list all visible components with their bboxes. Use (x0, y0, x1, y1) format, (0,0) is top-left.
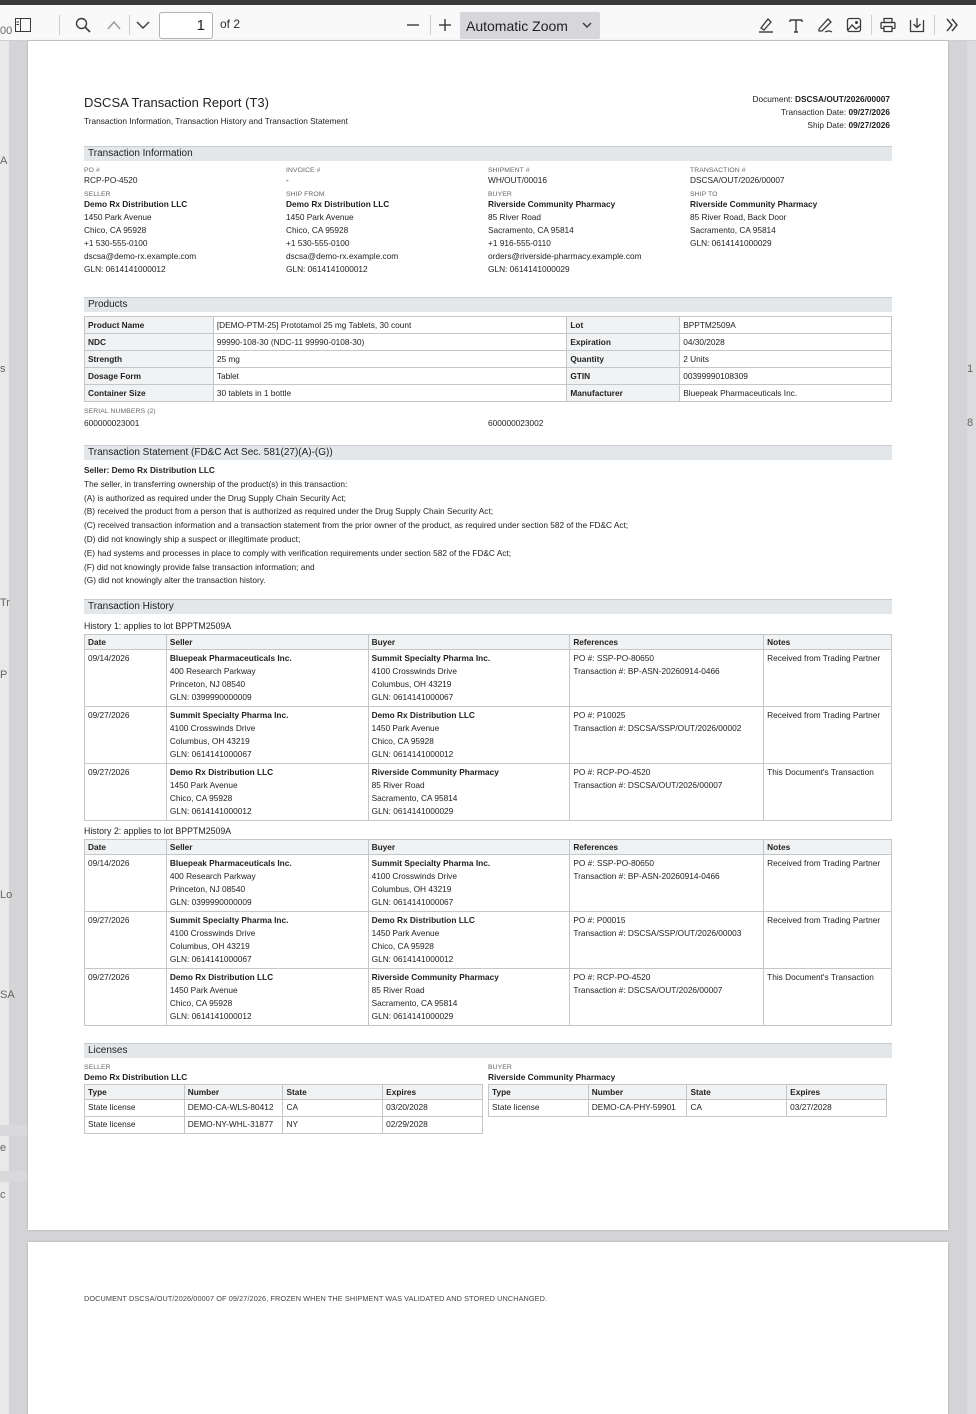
history-notes: This Document's Transaction (764, 764, 892, 821)
license-cell: DEMO-CA-PHY-59901 (588, 1100, 687, 1117)
info-value: RCP-PO-4520 (84, 175, 138, 185)
history-seller (166, 707, 368, 764)
history-references (570, 764, 764, 821)
statement-line: (D) did not knowingly ship a suspect or illegitimate product; (84, 533, 301, 544)
history-column-header: Date (85, 840, 167, 855)
print-icon[interactable] (874, 10, 902, 40)
transaction-history (84, 599, 892, 1026)
party-line: 1450 Park Avenue (286, 212, 354, 222)
party-line: 85 River Road (488, 212, 542, 222)
table-row (489, 1100, 887, 1117)
license-column-header: Expires (383, 1085, 483, 1100)
transaction-date-value: 09/27/2026 (848, 107, 890, 117)
party-line: GLN: 0399990000009 (169, 692, 252, 702)
history-buyer (368, 855, 570, 912)
history-date: 09/27/2026 (85, 764, 167, 821)
previous-page-button[interactable] (100, 10, 128, 40)
party-line: 1450 Park Avenue (371, 723, 440, 733)
party-line: GLN: 0614141000012 (169, 1011, 252, 1021)
history-column-header: Notes (764, 840, 892, 855)
statement-seller: Seller: Demo Rx Distribution LLC (84, 465, 215, 475)
licenses-buyer-label: BUYER (488, 1064, 512, 1071)
info-label: SHIPMENT # (488, 167, 530, 174)
serial-number: 600000023002 (488, 418, 544, 428)
product-field-label: Product Name (85, 317, 214, 334)
party-line: GLN: 0614141000029 (371, 1011, 454, 1021)
party-line: +1 530-555-0100 (84, 238, 148, 248)
background-window-strip-right (967, 41, 976, 1414)
party-line: Chico, CA 95928 (371, 736, 434, 746)
section-heading: Transaction Information (84, 146, 892, 161)
search-icon[interactable] (68, 10, 98, 40)
history-column-header: References (570, 840, 764, 855)
party-line: GLN: 0614141000012 (286, 264, 368, 274)
product-field-value: Tablet (213, 368, 566, 385)
history-table (84, 634, 892, 821)
statement-line: (A) is authorized as required under the Drug Supply Chain Security Act; (84, 492, 346, 503)
party-line: GLN: 0614141000012 (371, 749, 454, 759)
text-icon[interactable] (782, 10, 810, 40)
party-line: Columbus, OH 43219 (371, 884, 452, 894)
table-row (85, 650, 892, 707)
party-line: Chico, CA 95928 (84, 225, 147, 235)
license-cell: CA (687, 1100, 787, 1117)
party-line: Sacramento, CA 95814 (371, 998, 458, 1008)
party-name: Riverside Community Pharmacy (371, 767, 499, 777)
license-column-header: State (283, 1085, 383, 1100)
background-window-strip (0, 41, 9, 1414)
buyer-licenses-table (488, 1084, 887, 1117)
party-line: Columbus, OH 43219 (169, 736, 250, 746)
product-row (85, 351, 892, 368)
transaction-statement (84, 445, 892, 588)
info-label: INVOICE # (286, 167, 321, 174)
history-column-header: Date (85, 635, 167, 650)
serial-numbers-label: SERIAL NUMBERS (2) (84, 408, 156, 415)
history-date: 09/14/2026 (85, 855, 167, 912)
product-field-value: 25 mg (213, 351, 566, 368)
party-name: Demo Rx Distribution LLC (286, 199, 390, 209)
background-glyph: c (0, 1189, 6, 1201)
license-cell: 02/29/2028 (383, 1117, 483, 1134)
license-cell: NY (283, 1117, 383, 1134)
statement-line: The seller, in transferring ownership of the product(s) in this transaction: (84, 478, 348, 489)
document-label: Document: (752, 94, 793, 104)
image-icon[interactable] (840, 10, 868, 40)
zoom-select[interactable] (460, 12, 600, 39)
license-cell: 03/27/2028 (787, 1100, 887, 1117)
pdf-toolbar (0, 0, 976, 41)
background-glyph: 8 (967, 417, 974, 429)
party-line: Chico, CA 95928 (169, 793, 233, 803)
party-line: 1450 Park Avenue (169, 780, 238, 790)
party-line: 400 Research Parkway (169, 666, 256, 676)
statement-line: (E) had systems and processes in place to comply with verification requirements under section 582 of the FD&C Act; (84, 547, 512, 558)
background-glyph: s (0, 363, 6, 375)
party-line: GLN: 0614141000029 (690, 238, 772, 248)
zoom-select-value: Automatic Zoom (466, 17, 568, 34)
license-column-header: Number (184, 1085, 283, 1100)
license-column-header: Type (489, 1085, 589, 1100)
product-field-label: Expiration (567, 334, 680, 351)
product-field-value: Bluepeak Pharmaceuticals Inc. (680, 385, 892, 402)
background-glyph: e (0, 1142, 7, 1154)
history-notes: Received from Trading Partner (764, 707, 892, 764)
report-subtitle: Transaction Information, Transaction History and Transaction Statement (84, 116, 348, 126)
history-seller (166, 764, 368, 821)
history-seller (166, 650, 368, 707)
party-line: Chico, CA 95928 (286, 225, 349, 235)
party-line: +1 530-555-0100 (286, 238, 350, 248)
party-name: Summit Specialty Pharma Inc. (169, 915, 289, 925)
reference-line: PO #: RCP-PO-4520 (573, 767, 651, 777)
history-seller (166, 912, 368, 969)
party-line: Sacramento, CA 95814 (371, 793, 458, 803)
section-heading: Transaction History (84, 599, 892, 614)
party-line: 85 River Road (371, 985, 425, 995)
party-name: Summit Specialty Pharma Inc. (169, 710, 289, 720)
license-cell: CA (283, 1100, 383, 1117)
reference-line: PO #: RCP-PO-4520 (573, 972, 651, 982)
history-buyer (368, 912, 570, 969)
party-label: BUYER (488, 191, 512, 198)
party-line: GLN: 0614141000029 (371, 806, 454, 816)
chevron-down-icon (582, 22, 592, 29)
party-line: dscsa@demo-rx.example.com (286, 251, 399, 261)
party-line: GLN: 0614141000067 (371, 897, 454, 907)
reference-line: PO #: P10025 (573, 710, 626, 720)
product-field-label: NDC (85, 334, 214, 351)
party-line: 4100 Crosswinds Drive (169, 928, 256, 938)
info-label: TRANSACTION # (690, 167, 746, 174)
license-column-header: Expires (787, 1085, 887, 1100)
party-line: 85 River Road (371, 780, 425, 790)
statement-line: (B) received the product from a person that is authorized as required under the Drug Supply Chain Security Act; (84, 506, 494, 517)
history-table (84, 839, 892, 1026)
section-heading: Products (84, 297, 892, 312)
next-page-button[interactable] (129, 10, 157, 40)
licenses-seller-name: Demo Rx Distribution LLC (84, 1072, 188, 1082)
history-group-title: History 2: applies to lot BPPTM2509A (84, 826, 232, 836)
reference-line: Transaction #: BP-ASN-20260914-0466 (573, 871, 720, 881)
product-field-value: 04/30/2028 (680, 334, 892, 351)
party-name: Demo Rx Distribution LLC (169, 767, 274, 777)
history-references (570, 969, 764, 1026)
product-field-value: 00399990108309 (680, 368, 892, 385)
report-meta (753, 93, 890, 132)
party-name: Summit Specialty Pharma Inc. (371, 858, 491, 868)
party-name: Riverside Community Pharmacy (488, 199, 616, 209)
history-buyer (368, 707, 570, 764)
party-block (488, 191, 690, 276)
history-seller (166, 855, 368, 912)
party-line: 1450 Park Avenue (371, 928, 440, 938)
history-notes: Received from Trading Partner (764, 650, 892, 707)
history-buyer (368, 969, 570, 1026)
table-row (85, 764, 892, 821)
table-row (85, 969, 892, 1026)
party-line: 4100 Crosswinds Drive (371, 871, 457, 881)
reference-line: Transaction #: DSCSA/SSP/OUT/2026/00003 (573, 928, 742, 938)
party-line: orders@riverside-pharmacy.example.com (488, 251, 642, 261)
history-date: 09/27/2026 (85, 969, 167, 1026)
party-line: GLN: 0614141000012 (84, 264, 166, 274)
history-column-header: Seller (166, 840, 368, 855)
party-line: Columbus, OH 43219 (169, 941, 250, 951)
licenses-section (84, 1043, 892, 1134)
ship-date-value: 09/27/2026 (848, 120, 890, 130)
table-row (85, 1117, 483, 1134)
transaction-date-label: Transaction Date: (780, 107, 847, 117)
highlight-icon[interactable] (752, 10, 780, 40)
history-date: 09/14/2026 (85, 650, 167, 707)
info-value: WH/OUT/00016 (488, 175, 548, 185)
party-name: Riverside Community Pharmacy (690, 199, 818, 209)
party-line: +1 916-555-0110 (488, 238, 551, 248)
product-field-value: [DEMO-PTM-25] Prototamol 25 mg Tablets, 30 count (213, 317, 566, 334)
party-label: SHIP FROM (286, 191, 325, 198)
info-value: DSCSA/OUT/2026/00007 (690, 175, 785, 185)
history-column-header: Seller (166, 635, 368, 650)
product-row (85, 368, 892, 385)
background-glyph: Lo (0, 889, 13, 901)
history-notes: Received from Trading Partner (764, 855, 892, 912)
draw-icon[interactable] (811, 10, 839, 40)
party-line: 1450 Park Avenue (84, 212, 152, 222)
download-icon[interactable] (903, 10, 931, 40)
history-seller (166, 969, 368, 1026)
pdf-page-1 (28, 41, 948, 1230)
product-field-label: Container Size (85, 385, 214, 402)
party-block (286, 191, 488, 276)
license-cell: 03/20/2028 (383, 1100, 483, 1117)
party-line: GLN: 0614141000067 (371, 692, 454, 702)
page-number-input[interactable] (159, 12, 213, 39)
document-value: DSCSA/OUT/2026/00007 (794, 94, 890, 104)
licenses-seller-label: SELLER (84, 1064, 111, 1071)
product-field-label: Strength (85, 351, 214, 368)
statement-line: (F) did not knowingly provide false transaction information; and (84, 561, 315, 572)
party-name: Summit Specialty Pharma Inc. (371, 653, 491, 663)
product-row (85, 385, 892, 402)
license-cell: State license (85, 1100, 185, 1117)
product-field-label: Lot (567, 317, 680, 334)
reference-line: Transaction #: BP-ASN-20260914-0466 (573, 666, 720, 676)
party-line: GLN: 0614141000067 (169, 749, 252, 759)
product-field-label: GTIN (567, 368, 680, 385)
party-line: GLN: 0614141000029 (488, 264, 570, 274)
license-column-header: State (687, 1085, 787, 1100)
party-line: GLN: 0399990000009 (169, 897, 252, 907)
background-glyph: A (0, 155, 8, 167)
party-line: Chico, CA 95928 (371, 941, 434, 951)
report-title: DSCSA Transaction Report (T3) (84, 95, 269, 110)
party-line: Columbus, OH 43219 (371, 679, 452, 689)
history-references (570, 912, 764, 969)
party-name: Demo Rx Distribution LLC (84, 199, 188, 209)
seller-licenses-table (84, 1084, 483, 1134)
history-column-header: Buyer (368, 635, 570, 650)
info-field (488, 167, 690, 187)
party-line: Sacramento, CA 95814 (488, 225, 574, 235)
history-column-header: Notes (764, 635, 892, 650)
license-column-header: Type (85, 1085, 185, 1100)
party-block (84, 191, 286, 276)
statement-line: (C) received transaction information and a transaction statement from the prior owner of the product, as required under section 582 of the FD&C Act; (84, 520, 629, 531)
background-glyph: P (0, 669, 8, 681)
history-group-title: History 1: applies to lot BPPTM2509A (84, 621, 232, 631)
party-name: Demo Rx Distribution LLC (169, 972, 274, 982)
party-name: Bluepeak Pharmaceuticals Inc. (169, 858, 292, 868)
sidebar-toggle-icon[interactable] (8, 10, 38, 40)
background-glyph: 00 (0, 25, 13, 37)
product-field-value: 2 Units (680, 351, 892, 368)
party-line: GLN: 0614141000012 (169, 806, 252, 816)
party-line: GLN: 0614141000012 (371, 954, 454, 964)
license-column-header: Number (588, 1085, 687, 1100)
product-row (85, 317, 892, 334)
history-date: 09/27/2026 (85, 912, 167, 969)
history-column-header: Buyer (368, 840, 570, 855)
reference-line: Transaction #: DSCSA/SSP/OUT/2026/00002 (573, 723, 742, 733)
history-column-header: References (570, 635, 764, 650)
info-value: - (286, 175, 289, 185)
party-name: Riverside Community Pharmacy (371, 972, 499, 982)
party-line: 4100 Crosswinds Drive (169, 723, 256, 733)
section-heading: Licenses (84, 1043, 892, 1058)
section-heading: Transaction Statement (FD&C Act Sec. 581(27)(A)-(G)) (84, 445, 892, 460)
party-line: Sacramento, CA 95814 (690, 225, 776, 235)
background-glyph: Tr (0, 597, 10, 609)
reference-line: Transaction #: DSCSA/OUT/2026/00007 (573, 780, 723, 790)
product-field-value: 99990-108-30 (NDC-11 99990-0108-30) (213, 334, 566, 351)
products-section (84, 297, 892, 430)
license-cell: DEMO-NY-WHL-31877 (184, 1117, 283, 1134)
table-row (85, 1100, 483, 1117)
product-field-label: Quantity (567, 351, 680, 368)
history-references (570, 855, 764, 912)
party-line: Princeton, NJ 08540 (169, 884, 246, 894)
license-cell: DEMO-CA-WLS-80412 (184, 1100, 283, 1117)
info-field (286, 167, 488, 187)
history-buyer (368, 650, 570, 707)
party-line: 85 River Road, Back Door (690, 212, 787, 222)
party-line: 4100 Crosswinds Drive (371, 666, 457, 676)
reference-line: PO #: P00015 (573, 915, 626, 925)
product-field-value: 30 tablets in 1 bottle (213, 385, 566, 402)
zoom-out-button[interactable] (398, 10, 428, 40)
product-field-value: BPPTM2509A (680, 317, 892, 334)
table-row (85, 707, 892, 764)
serial-number: 600000023001 (84, 418, 140, 428)
party-line: dscsa@demo-rx.example.com (84, 251, 197, 261)
party-name: Bluepeak Pharmaceuticals Inc. (169, 653, 292, 663)
history-notes: Received from Trading Partner (764, 912, 892, 969)
table-row (85, 912, 892, 969)
history-references (570, 707, 764, 764)
pdf-page-2 (28, 1242, 948, 1414)
history-notes: This Document's Transaction (764, 969, 892, 1026)
party-label: SHIP TO (690, 191, 718, 198)
page-count: of 2 (220, 17, 241, 31)
history-date: 09/27/2026 (85, 707, 167, 764)
party-line: 1450 Park Avenue (169, 985, 238, 995)
reference-line: PO #: SSP-PO-80650 (573, 653, 655, 663)
licenses-buyer-name: Riverside Community Pharmacy (488, 1072, 616, 1082)
party-line: Chico, CA 95928 (169, 998, 233, 1008)
license-cell: State license (85, 1117, 185, 1134)
zoom-in-button[interactable] (430, 10, 460, 40)
reference-line: PO #: SSP-PO-80650 (573, 858, 655, 868)
table-row (85, 855, 892, 912)
statement-line: (G) did not knowingly alter the transaction history. (84, 575, 266, 586)
product-field-label: Manufacturer (567, 385, 680, 402)
ship-date-label: Ship Date: (807, 120, 847, 130)
party-name: Demo Rx Distribution LLC (371, 915, 475, 925)
document-footer: DOCUMENT DSCSA/OUT/2026/00007 OF 09/27/2026, FROZEN WHEN THE SHIPMENT WAS VALIDATED AND STORED UNCHANGED. (84, 1294, 548, 1303)
party-line: 400 Research Parkway (169, 871, 256, 881)
info-field (690, 167, 892, 187)
history-references (570, 650, 764, 707)
party-line: GLN: 0614141000067 (169, 954, 252, 964)
reference-line: Transaction #: DSCSA/OUT/2026/00007 (573, 985, 723, 995)
party-block (690, 191, 892, 276)
party-label: SELLER (84, 191, 111, 198)
product-field-label: Dosage Form (85, 368, 214, 385)
product-row (85, 334, 892, 351)
party-name: Demo Rx Distribution LLC (371, 710, 475, 720)
info-field (84, 167, 286, 187)
products-table (84, 316, 892, 402)
background-glyph: SA (0, 989, 15, 1001)
license-cell: State license (489, 1100, 589, 1117)
background-glyph: 1 (967, 363, 974, 375)
info-label: PO # (84, 167, 100, 174)
history-buyer (368, 764, 570, 821)
tools-menu-icon[interactable] (938, 10, 966, 40)
transaction-information (84, 146, 892, 276)
party-line: Princeton, NJ 08540 (169, 679, 246, 689)
